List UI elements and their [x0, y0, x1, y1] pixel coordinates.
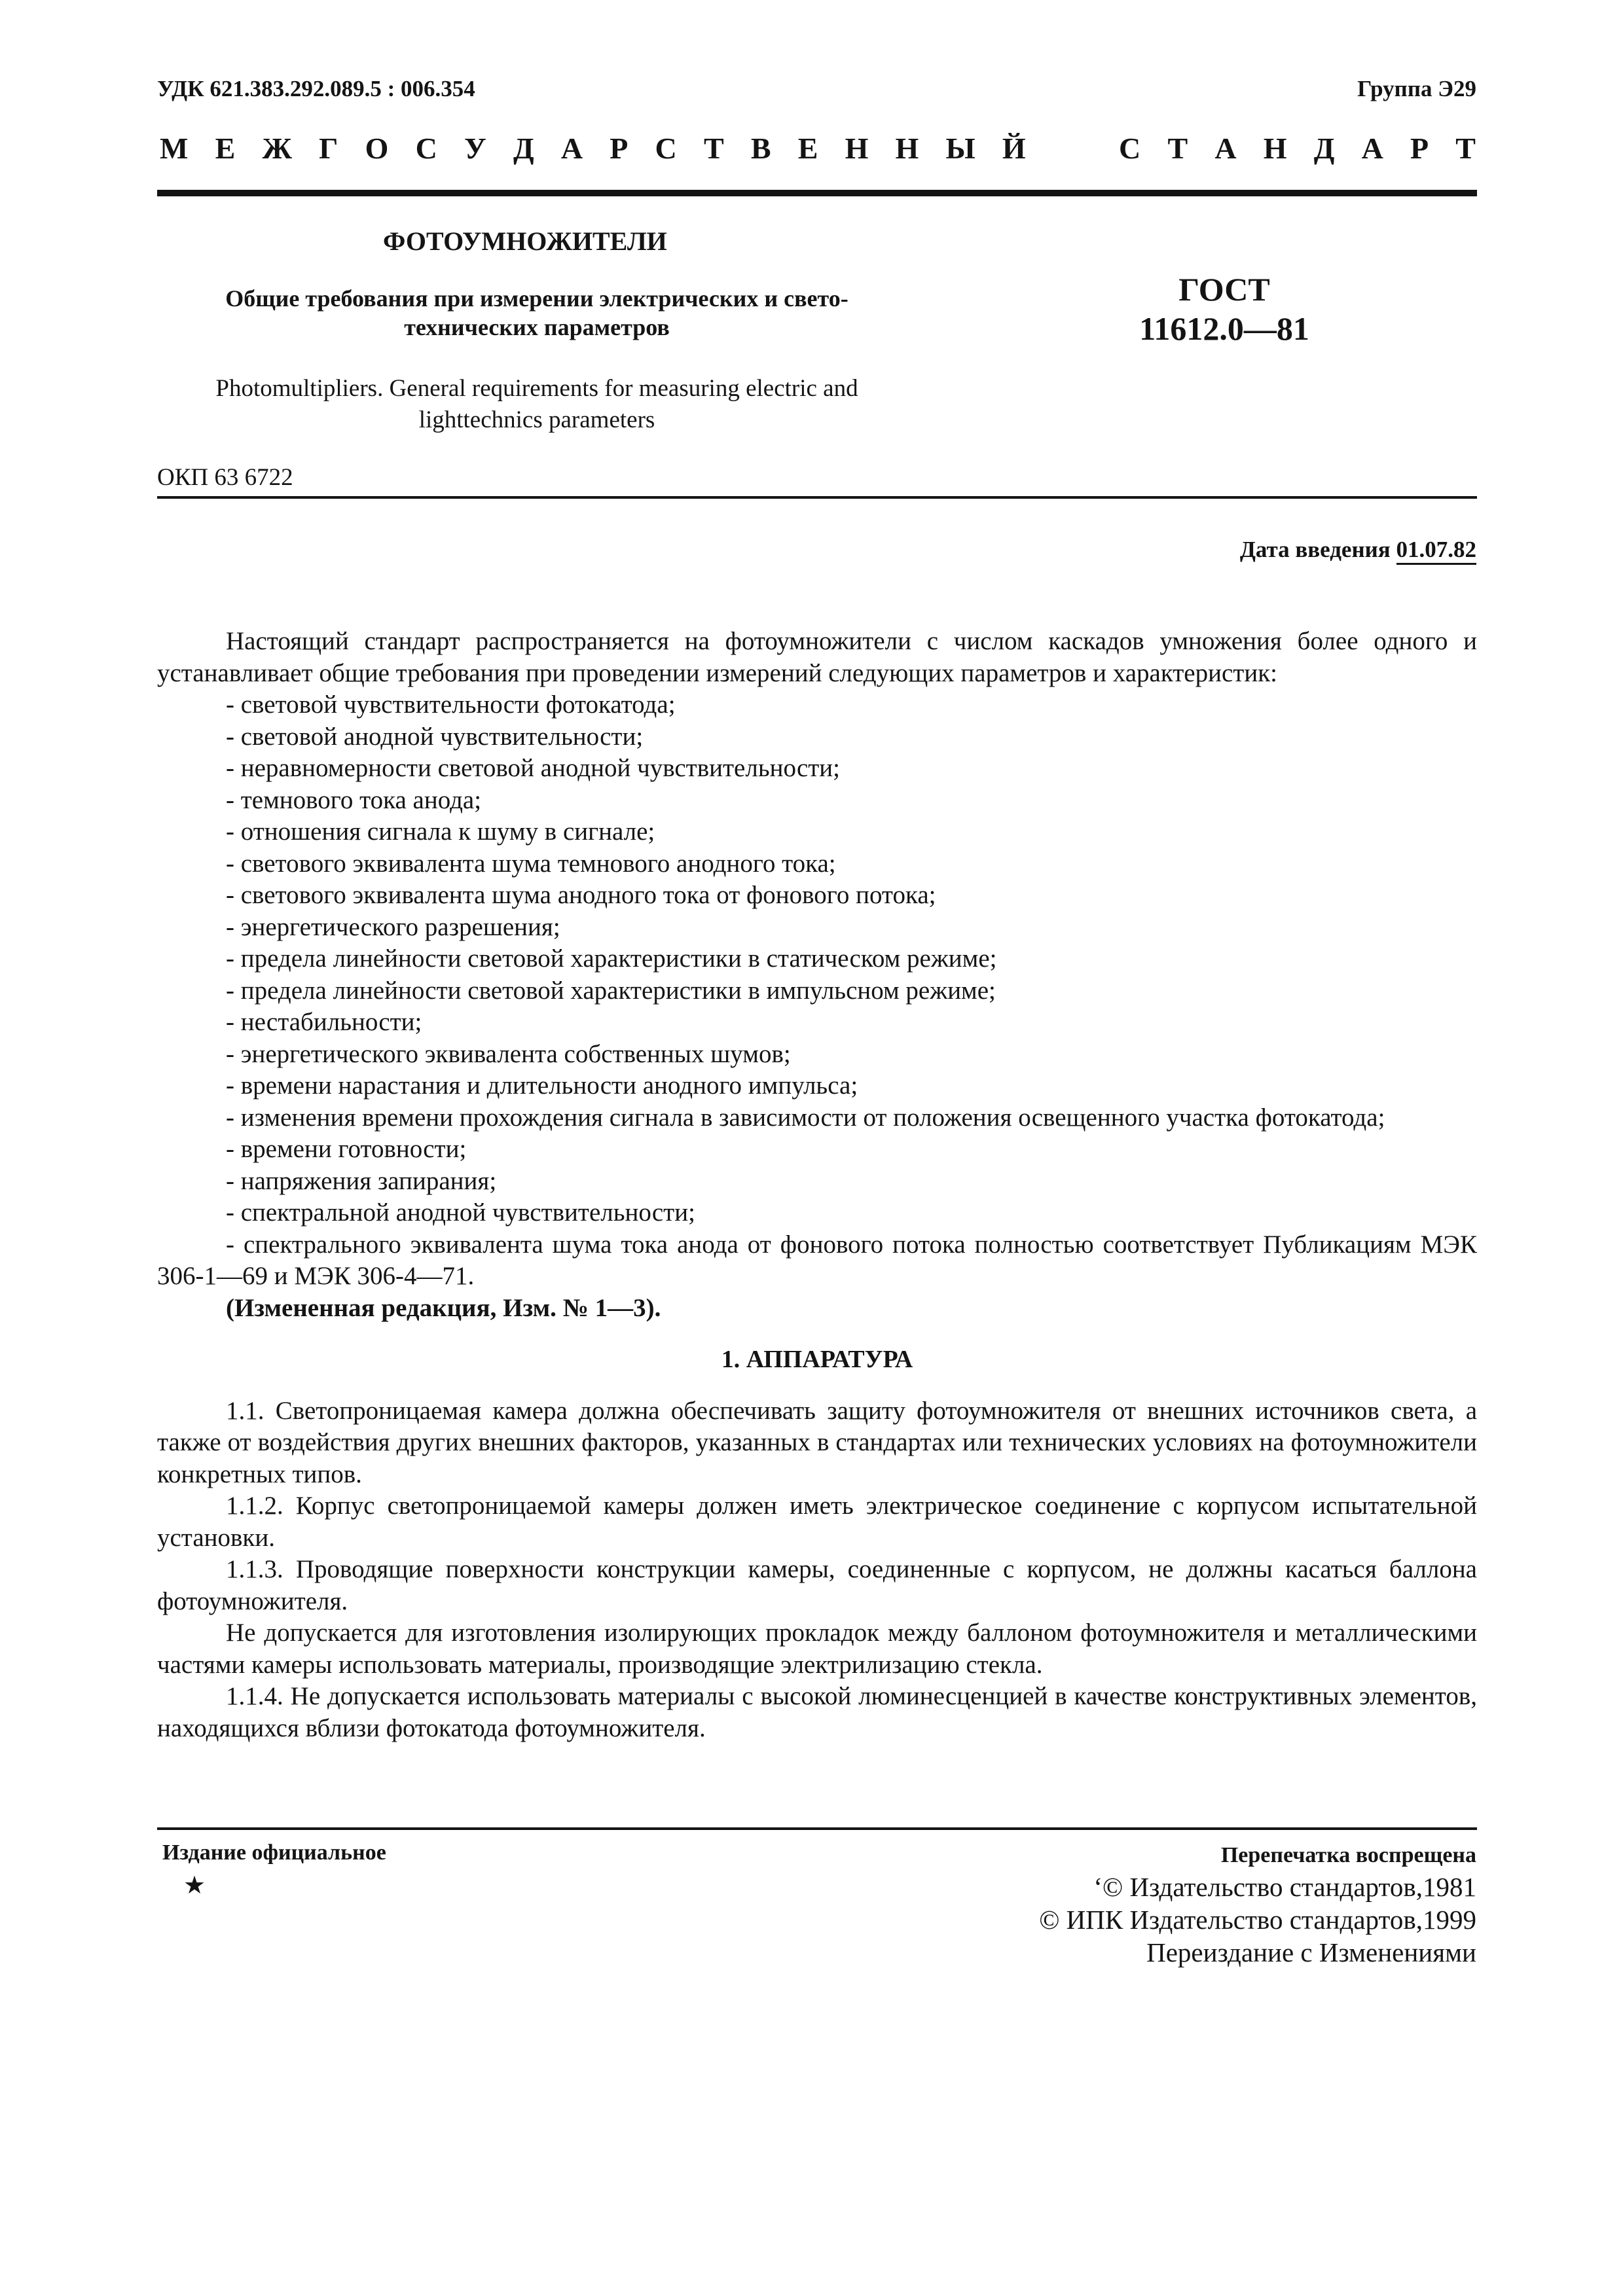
- clause-1-1-3-note: Не допускается для изготовления изолирующих прокладок между баллоном фотоумножителя и металлическими частями камеры использовать материалы, производящие электрилизацию стекла.: [157, 1619, 1477, 1679]
- subtitle-line-1: Общие требования при измерении электрических и свето-: [225, 285, 848, 312]
- clause-1-1-4: 1.1.4. Не допускается использовать материалы с высокой люминесценцией в качестве конструктивных элементов, находящихся вблизи фотокатода фотоумножителя.: [157, 1682, 1477, 1742]
- banner-letter: С: [655, 132, 677, 165]
- banner-letter: Н: [895, 132, 919, 165]
- list-item: - времени готовности;: [226, 1135, 467, 1163]
- banner-letter: О: [365, 132, 389, 165]
- udc-code: УДК 621.383.292.089.5 : 006.354: [157, 76, 475, 101]
- banner-letter: С: [415, 132, 437, 165]
- interstate-standard-banner: [160, 131, 1476, 166]
- title-divider: [157, 496, 1477, 499]
- effective-date-label: Дата введения: [1239, 537, 1391, 562]
- copyright-1999: © ИПК Издательство стандартов,1999: [1039, 1905, 1476, 1935]
- list-item: - отношения сигнала к шуму в сигнале;: [226, 817, 655, 846]
- list-item-long-final: - спектрального эквивалента шума тока анода от фонового потока полностью соответствует Публикациям МЭК 306-1—69 и МЭК 306-4—71.: [157, 1230, 1477, 1290]
- banner-letter: Ж: [262, 132, 292, 165]
- banner-letter: А: [1214, 132, 1237, 165]
- banner-letter: С: [1119, 132, 1141, 165]
- document-title: ФОТОУМНОЖИТЕЛИ: [383, 226, 667, 256]
- banner-letter: Т: [1455, 132, 1476, 165]
- english-title-line-2: lighttechnics parameters: [418, 406, 655, 433]
- list-item: - предела линейности световой характеристики в статическом режиме;: [226, 944, 997, 973]
- list-item-long: - изменения времени прохождения сигнала в зависимости от положения освещенного участка фотокатода;: [226, 1103, 1385, 1132]
- copyright-1981: ‘© Издательство стандартов,1981: [1093, 1872, 1476, 1902]
- footer-divider: [157, 1827, 1477, 1830]
- list-item: - темнового тока анода;: [226, 785, 482, 814]
- banner-letter: Р: [610, 132, 629, 165]
- banner-letter: Е: [797, 132, 818, 165]
- banner-letter: В: [750, 132, 771, 165]
- banner-letter: Ы: [945, 132, 976, 165]
- footer-imprint: [1039, 1840, 1476, 1969]
- amendment-note: (Измененная редакция, Изм. № 1—3).: [226, 1293, 661, 1322]
- list-item: - светового эквивалента шума анодного тока от фонового потока;: [226, 881, 936, 909]
- banner-letter: Д: [1313, 132, 1335, 165]
- list-item: - времени нарастания и длительности анодного импульса;: [226, 1071, 858, 1100]
- intro-paragraph: Настоящий стандарт распространяется на фотоумножители с числом каскадов умножения более одного и устанавливает общие требования при проведении измерений следующих параметров и характеристик:: [157, 627, 1477, 687]
- list-item: - световой чувствительности фотокатода;: [226, 691, 676, 719]
- banner-letter: А: [560, 132, 583, 165]
- star-icon: ★: [183, 1872, 206, 1899]
- parameter-list: [157, 689, 1477, 1102]
- english-title: [157, 373, 917, 436]
- banner-letter: Р: [1410, 132, 1429, 165]
- clause-1-1: 1.1. Светопроницаемая камера должна обеспечивать защиту фотоумножителя от внешних источников света, а также от воздействия других внешних факторов, указанных в стандартах или технических условиях на фотоумножители конкретных типов.: [157, 1396, 1477, 1488]
- gost-number: [1061, 270, 1388, 348]
- document-subtitle: [157, 284, 917, 342]
- banner-letter: Е: [215, 132, 236, 165]
- list-item: - энергетического эквивалента собственных шумов;: [226, 1039, 791, 1068]
- parameter-list-continued: [157, 1134, 1477, 1229]
- section-heading: 1. АППАРАТУРА: [721, 1346, 913, 1373]
- english-title-line-1: Photomultipliers. General requirements for measuring electric and: [215, 375, 858, 402]
- banner-word-gap: [1053, 131, 1092, 166]
- banner-letter: Н: [1263, 132, 1287, 165]
- okp-code: ОКП 63 6722: [157, 464, 293, 491]
- banner-letter: Д: [513, 132, 534, 165]
- list-item: - напряжения запирания;: [226, 1166, 497, 1195]
- clause-1-1-3: 1.1.3. Проводящие поверхности конструкции камеры, соединенные с корпусом, не должны касаться баллона фотоумножителя.: [157, 1555, 1477, 1615]
- reissue-notice: Переиздание с Изменениями: [1146, 1937, 1476, 1967]
- banner-letter: Н: [845, 132, 869, 165]
- effective-date-value: 01.07.82: [1396, 537, 1477, 565]
- banner-letter: Т: [1167, 132, 1188, 165]
- list-item: - предела линейности световой характеристики в импульсном режиме;: [226, 976, 996, 1005]
- banner-letter: Т: [703, 132, 724, 165]
- group-code: Группа Э29: [1357, 76, 1476, 101]
- list-item: - спектральной анодной чувствительности;: [226, 1198, 695, 1227]
- banner-letter: У: [464, 132, 486, 165]
- clause-1-1-2: 1.1.2. Корпус светопроницаемой камеры должен иметь электрическое соединение с корпусом испытательной установки.: [157, 1492, 1477, 1552]
- banner-letter: М: [160, 132, 189, 165]
- effective-date: [1240, 537, 1476, 563]
- subtitle-line-2: технических параметров: [404, 314, 670, 340]
- list-item: - нестабильности;: [226, 1008, 422, 1036]
- list-item: - энергетического разрешения;: [226, 912, 560, 941]
- banner-letter: А: [1361, 132, 1383, 165]
- gost-code: 11612.0—81: [1139, 310, 1309, 347]
- list-item: - светового эквивалента шума темнового анодного тока;: [226, 849, 836, 878]
- list-item: - световой анодной чувствительности;: [226, 722, 644, 751]
- gost-label: ГОСТ: [1178, 271, 1270, 308]
- banner-letter: Й: [1002, 132, 1026, 165]
- banner-letter: Г: [319, 132, 338, 165]
- list-item: - неравномерности световой анодной чувствительности;: [226, 754, 841, 782]
- reprint-notice: Перепечатка воспрещена: [1220, 1843, 1476, 1867]
- header-divider: [157, 190, 1477, 196]
- document-body: [157, 626, 1477, 1744]
- official-edition: Издание официальное: [162, 1840, 386, 1865]
